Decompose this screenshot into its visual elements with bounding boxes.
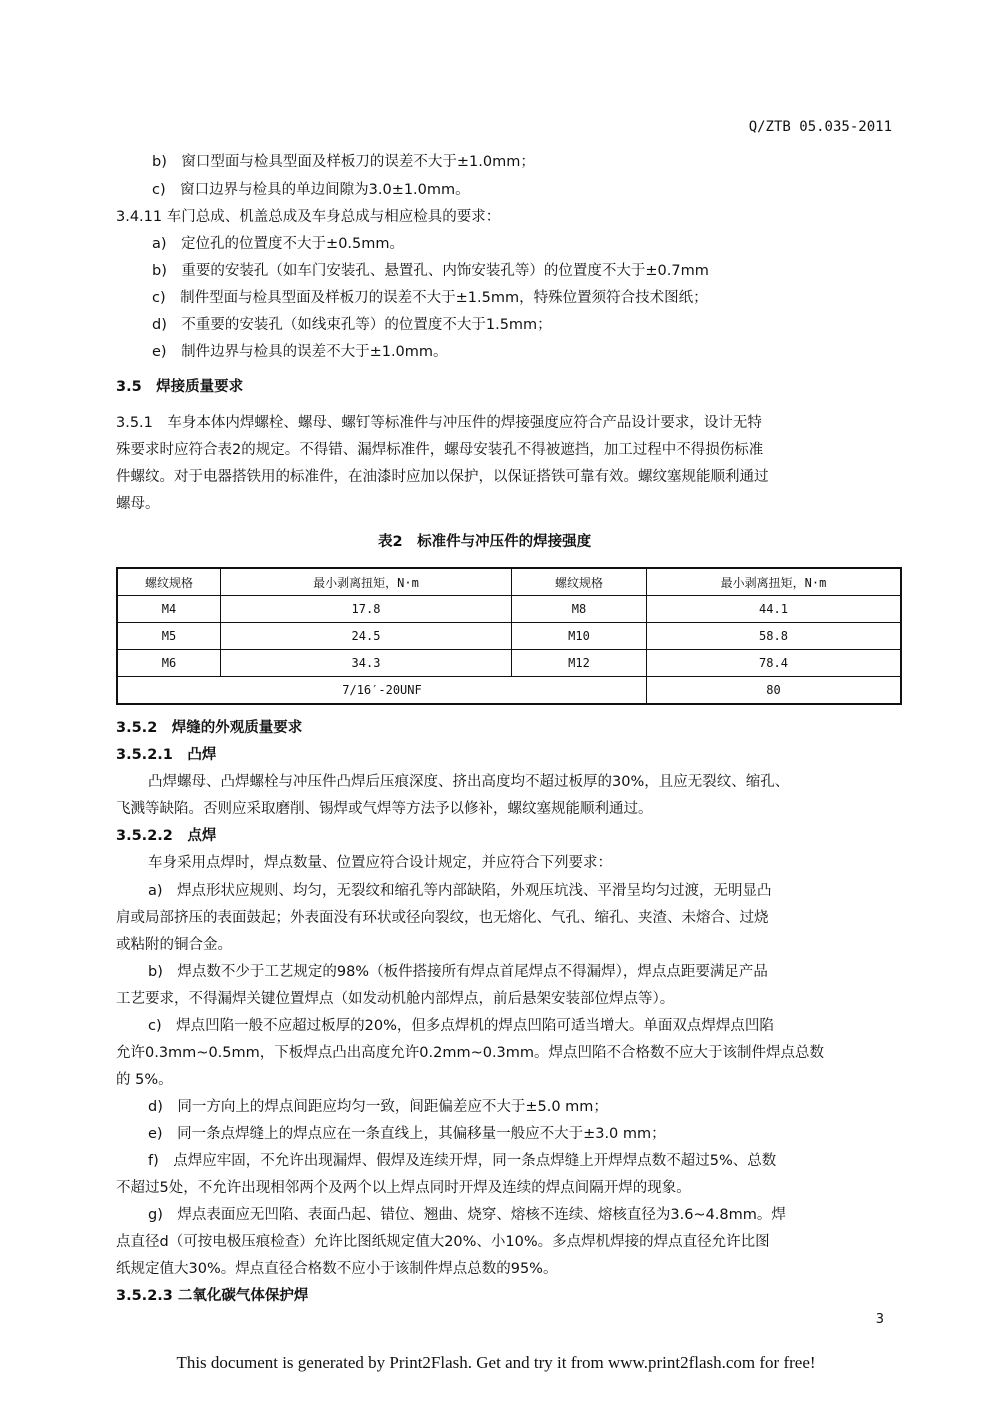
paragraph-line: 件螺纹。对于电器搭铁用的标准件，在油漆时应加以保护，以保证搭铁可靠有效。螺纹塞规能顺利通过 — [116, 469, 769, 485]
table-cell: M8 — [512, 596, 647, 623]
table-header-cell: 螺纹规格 — [512, 568, 647, 596]
paragraph-line: 允许0.3mm~0.5mm，下板焊点凸出高度允许0.2mm~0.3mm。焊点凹陷不合格数不应大于该制件焊点总数 — [116, 1045, 825, 1061]
section-heading: 3.5.2.2 点焊 — [116, 828, 217, 844]
footer-note: This document is generated by Print2Flash. Get and try it from www.print2flash.com for free! — [176, 1353, 816, 1372]
document-code: Q/ZTB 05.035-2011 — [748, 119, 892, 135]
text-line: c) 制件型面与检具型面及样板刀的误差不大于±1.5mm，特殊位置须符合技术图纸； — [152, 290, 708, 306]
table-cell: 7/16′-20UNF — [117, 677, 647, 705]
text-line: e) 制件边界与检具的误差不大于±1.0mm。 — [152, 344, 448, 360]
section-heading: 3.5.2.3 二氧化碳气体保护焊 — [116, 1288, 309, 1304]
clause-heading: 3.4.11 车门总成、机盖总成及车身总成与相应检具的要求： — [116, 209, 501, 225]
table-cell: 44.1 — [647, 596, 902, 623]
table-header-cell: 螺纹规格 — [117, 568, 221, 596]
text-line: c) 窗口边界与检具的单边间隙为3.0±1.0mm。 — [152, 182, 470, 198]
paragraph-line: 车身采用点焊时，焊点数量、位置应符合设计规定，并应符合下列要求： — [148, 855, 612, 871]
text-line: b) 窗口型面与检具型面及样板刀的误差不大于±1.0mm； — [152, 154, 535, 170]
table-row — [117, 623, 901, 650]
table-cell: 34.3 — [221, 650, 512, 677]
paragraph-line: e) 同一条点焊缝上的焊点应在一条直线上，其偏移量一般应不大于±3.0 mm； — [148, 1126, 666, 1142]
paragraph-line: f) 点焊应牢固，不允许出现漏焊、假焊及连续开焊，同一条点焊缝上开焊焊点数不超过5%、总数 — [148, 1153, 777, 1169]
paragraph-line: 凸焊螺母、凸焊螺栓与冲压件凸焊后压痕深度、挤出高度均不超过板厚的30%，且应无裂纹、缩孔、 — [148, 774, 790, 790]
paragraph-line: d) 同一方向上的焊点间距应均匀一致，间距偏差应不大于±5.0 mm； — [148, 1099, 608, 1115]
text-line: d) 不重要的安装孔（如线束孔等）的位置度不大于1.5mm； — [152, 317, 552, 333]
table-header-row — [117, 568, 901, 596]
text-line: a) 定位孔的位置度不大于±0.5mm。 — [152, 236, 405, 252]
table-cell: M12 — [512, 650, 647, 677]
paragraph-line: 殊要求时应符合表2的规定。不得错、漏焊标准件，螺母安装孔不得被遮挡，加工过程中不得损伤标准 — [116, 442, 764, 458]
section-heading: 3.5 焊接质量要求 — [116, 379, 244, 395]
paragraph-line: 纸规定值大30%。焊点直径合格数不应小于该制件焊点总数的95%。 — [116, 1261, 558, 1277]
paragraph-line: 工艺要求，不得漏焊关键位置焊点（如发动机舱内部焊点，前后悬架安装部位焊点等）。 — [116, 991, 675, 1007]
paragraph-line: g) 焊点表面应无凹陷、表面凸起、错位、翘曲、烧穿、熔核不连续、熔核直径为3.6~4.8mm。焊 — [148, 1207, 786, 1223]
page-number: 3 — [875, 1312, 884, 1327]
table-cell: 24.5 — [221, 623, 512, 650]
table-cell: 80 — [647, 677, 902, 705]
paragraph-line: 或粘附的铜合金。 — [116, 937, 232, 953]
table-cell: M4 — [117, 596, 221, 623]
table-cell: M6 — [117, 650, 221, 677]
table-caption: 表2 标准件与冲压件的焊接强度 — [378, 534, 592, 550]
weld-strength-table — [116, 567, 902, 705]
table-row — [117, 650, 901, 677]
paragraph-line: 不超过5处，不允许出现相邻两个及两个以上焊点同时开焊及连续的焊点间隔开焊的现象。 — [116, 1180, 691, 1196]
section-heading: 3.5.2 焊缝的外观质量要求 — [116, 720, 303, 736]
paragraph-line: a) 焊点形状应规则、均匀，无裂纹和缩孔等内部缺陷，外观压坑浅、平滑呈均匀过渡，无明显凸 — [148, 883, 772, 899]
section-heading: 3.5.2.1 凸焊 — [116, 747, 217, 763]
paragraph-line: 肩或局部挤压的表面鼓起；外表面没有环状或径向裂纹，也无熔化、气孔、缩孔、夹渣、未熔合、过烧 — [116, 910, 769, 926]
table-header-cell: 最小剥离扭矩，N·m — [647, 568, 902, 596]
table-header-cell: 最小剥离扭矩，N·m — [221, 568, 512, 596]
table-cell: 78.4 — [647, 650, 902, 677]
paragraph-line: 螺母。 — [116, 496, 160, 512]
table-row — [117, 677, 901, 705]
paragraph-line: 的 5%。 — [116, 1072, 173, 1088]
table-row — [117, 596, 901, 623]
table-cell: M5 — [117, 623, 221, 650]
paragraph-line: 飞溅等缺陷。否则应采取磨削、锡焊或气焊等方法予以修补，螺纹塞规能顺利通过。 — [116, 801, 653, 817]
paragraph-line: b) 焊点数不少于工艺规定的98%（板件搭接所有焊点首尾焊点不得漏焊），焊点点距要满足产品 — [148, 964, 768, 980]
table-cell: 58.8 — [647, 623, 902, 650]
paragraph-line: 3.5.1 车身本体内焊螺栓、螺母、螺钉等标准件与冲压件的焊接强度应符合产品设计要求，设计无特 — [116, 415, 762, 431]
text-line: b) 重要的安装孔（如车门安装孔、悬置孔、内饰安装孔等）的位置度不大于±0.7mm — [152, 263, 709, 279]
table-cell: M10 — [512, 623, 647, 650]
table-cell: 17.8 — [221, 596, 512, 623]
paragraph-line: c) 焊点凹陷一般不应超过板厚的20%，但多点焊机的焊点凹陷可适当增大。单面双点焊焊点凹陷 — [148, 1018, 774, 1034]
paragraph-line: 点直径d（可按电极压痕检查）允许比图纸规定值大20%、小10%。多点焊机焊接的焊点直径允许比图 — [116, 1234, 770, 1250]
